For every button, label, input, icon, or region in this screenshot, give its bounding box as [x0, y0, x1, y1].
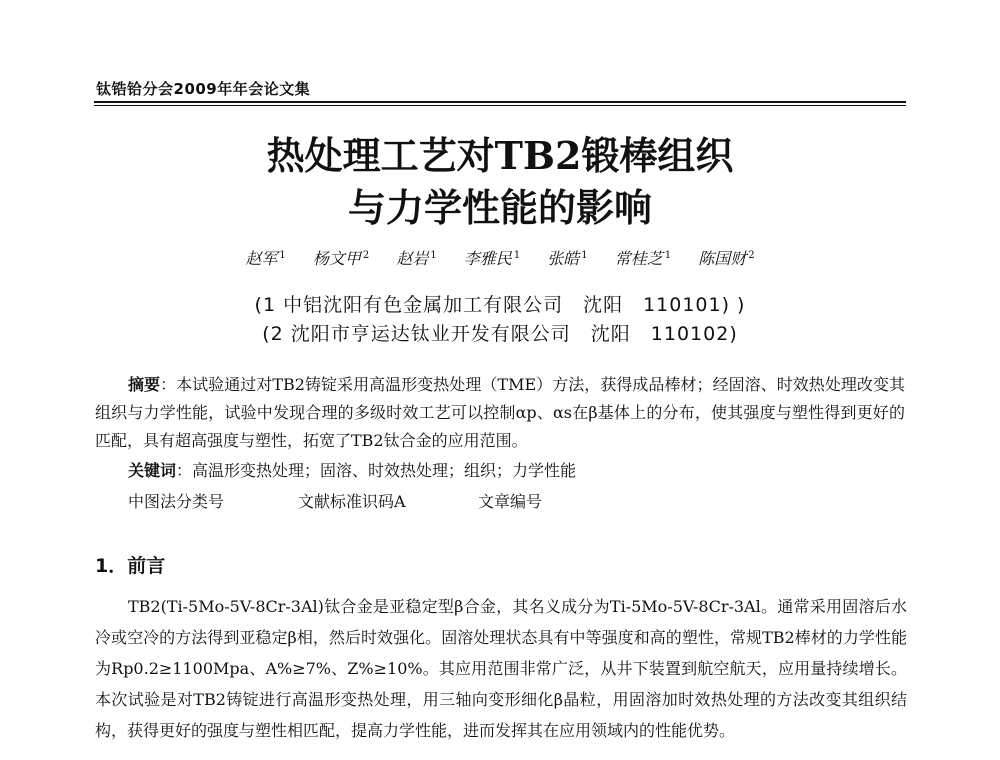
clc-number-label: 中图法分类号	[128, 492, 225, 511]
author-name: 李雅民	[463, 249, 512, 268]
keywords-label: 关键词	[128, 461, 177, 480]
author-affiliation-mark: 1	[513, 249, 521, 261]
author-affiliation-mark: 1	[430, 249, 437, 261]
author-name: 杨文甲	[312, 249, 361, 268]
author-name: 常桂芝	[614, 249, 663, 268]
abstract-text: ：本试验通过对TB2铸锭采用高温形变热处理（TME）方法，获得成品棒材；经固溶、时效热处理改变其组织与力学性能，试验中发现合理的多级时效工艺可以控制αp、αs在β基体上的分布，使其强度与塑性得到更好的匹配，具有超高强度与塑性，拓宽了TB2钛合金的应用范围。	[95, 375, 905, 450]
author-affiliation-mark: 1	[664, 249, 672, 261]
abstract	[95, 371, 905, 455]
introduction-paragraph: TB2(Ti-5Mo-5V-8Cr-3Al)钛合金是亚稳定型β合金，其名义成分为Ti-5Mo-5V-8Cr-3Al。通常采用固溶后水冷或空冷的方法得到亚稳定β相，然后时效强化。固溶处理状态具有中等强度和高的塑性，常规TB2棒材的力学性能为Rp0.2≥1100Mpa、A%≥7%、Z%≥10%。其应用范围非常广泛，从井下装置到航空航天，应用量持续增长。本次试验是对TB2铸锭进行高温形变热处理，用三轴向变形细化β晶粒，用固溶加时效热处理的方法改变其组织结构，获得更好的强度与塑性相匹配，提高力学性能，进而发挥其在应用领域内的性能优势。	[95, 597, 907, 740]
classification-line	[128, 489, 542, 512]
author	[245, 246, 285, 269]
affiliation-2: (2 沈阳市亨运达钛业开发有限公司 沈阳 110102)	[262, 323, 738, 345]
keywords	[128, 458, 576, 481]
proceedings-header: 钛锆铪分会2009年年会论文集	[96, 80, 311, 98]
paper-title-line2: 与力学性能的影响	[347, 185, 652, 230]
author-name: 赵军	[245, 249, 278, 268]
document-code-label: 文献标准识码A	[298, 492, 406, 511]
author	[464, 246, 520, 269]
author	[313, 246, 369, 269]
author	[547, 246, 587, 269]
section-heading-introduction: 1．前言	[95, 555, 166, 577]
author	[396, 246, 436, 269]
affiliation-1: (1 中铝沈阳有色金属加工有限公司 沈阳 110101) )	[254, 294, 746, 316]
keywords-text: ：高温形变热处理；固溶、时效热处理；组织；力学性能	[176, 461, 577, 480]
author-affiliation-mark: 2	[362, 249, 370, 261]
header-rule	[94, 101, 906, 103]
abstract-label: 摘要	[128, 375, 161, 394]
author-affiliation-mark: 1	[581, 249, 588, 261]
author-name: 赵岩	[396, 249, 429, 268]
author-affiliation-mark: 2	[748, 249, 755, 261]
author-affiliation-mark: 1	[279, 249, 286, 261]
article-number-label: 文章编号	[478, 492, 543, 511]
paper-title-line1: 热处理工艺对TB2锻棒组织	[266, 133, 734, 178]
author	[615, 246, 671, 269]
header-rule-thin	[94, 105, 906, 106]
author-name: 张皓	[547, 249, 580, 268]
author	[698, 246, 754, 269]
author-list	[0, 246, 1000, 269]
author-name: 陈国财	[698, 249, 747, 268]
